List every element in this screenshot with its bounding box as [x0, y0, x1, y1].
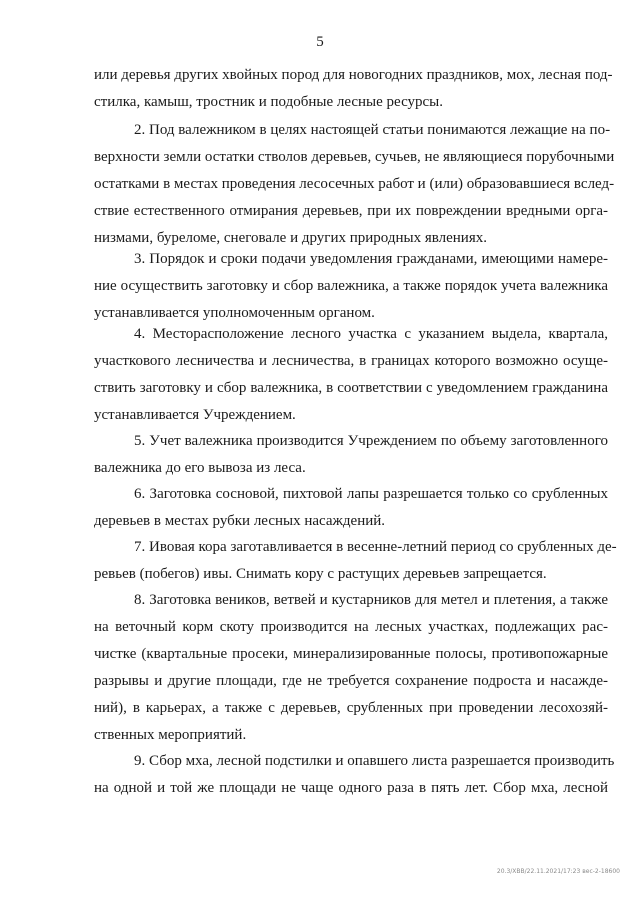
- text-line: чистке (квартальные просеки, минерализированные полосы, противопожарные: [94, 646, 608, 662]
- text-line: участкового лесничества и лесничества, в границах которого возможно осуще-: [94, 353, 608, 369]
- text-line: устанавливается уполномоченным органом.: [94, 305, 375, 321]
- text-line: 8. Заготовка веников, ветвей и кустарников для метел и плетения, а также: [134, 592, 608, 608]
- footer-stamp: 20.3/ХВВ/22.11.2021/17:23 вес-2-18600: [496, 868, 620, 875]
- text-line: на веточный корм скоту производится на лесных участках, подлежащих рас-: [94, 619, 608, 635]
- text-line: ственных мероприятий.: [94, 727, 247, 743]
- text-line: ствить заготовку и сбор валежника, в соответствии с уведомлением гражданина: [94, 380, 608, 396]
- text-line: 9. Сбор мха, лесной подстилки и опавшего листа разрешается производить: [134, 753, 615, 769]
- text-line: ревьев (побегов) ивы. Снимать кору с растущих деревьев запрещается.: [94, 566, 547, 582]
- text-line: разрывы и другие площади, где не требуется сохранение подроста и насажде-: [94, 673, 608, 689]
- text-line: остатками в местах проведения лесосечных работ и (или) образовавшиеся вслед-: [94, 176, 615, 192]
- text-line: устанавливается Учреждением.: [94, 407, 296, 423]
- text-line: 7. Ивовая кора заготавливается в весенне-летний период со срубленных де-: [134, 539, 617, 555]
- text-line: 2. Под валежником в целях настоящей статьи понимаются лежащие на по-: [134, 122, 611, 138]
- text-line: ние осуществить заготовку и сбор валежника, а также порядок учета валежника: [94, 278, 608, 294]
- page-number: 5: [316, 34, 324, 50]
- text-line: 4. Месторасположение лесного участка с указанием выдела, квартала,: [134, 326, 608, 342]
- text-line: 3. Порядок и сроки подачи уведомления гражданами, имеющими намере-: [134, 251, 608, 267]
- text-line: 6. Заготовка сосновой, пихтовой лапы разрешается только со срубленных: [134, 486, 608, 502]
- text-line: деревьев в местах рубки лесных насаждений.: [94, 513, 386, 529]
- text-line: на одной и той же площади не чаще одного раза в пять лет. Сбор мха, лесной: [94, 780, 608, 796]
- text-line: ствие естественного отмирания деревьев, при их повреждении вредными орга-: [94, 203, 608, 219]
- text-line: низмами, буреломе, снеговале и других природных явлениях.: [94, 230, 487, 246]
- text-line: верхности земли остатки стволов деревьев, сучьев, не являющиеся порубочными: [94, 149, 615, 165]
- text-line: валежника до его вывоза из леса.: [94, 460, 306, 476]
- text-line: стилка, камыш, тростник и подобные лесные ресурсы.: [94, 94, 444, 110]
- text-line: ний), в карьерах, а также с деревьев, срубленных при проведении лесохозяй-: [94, 700, 608, 716]
- text-line: 5. Учет валежника производится Учреждением по объему заготовленного: [134, 433, 608, 449]
- text-line: или деревья других хвойных пород для новогодних праздников, мох, лесная под-: [94, 67, 613, 83]
